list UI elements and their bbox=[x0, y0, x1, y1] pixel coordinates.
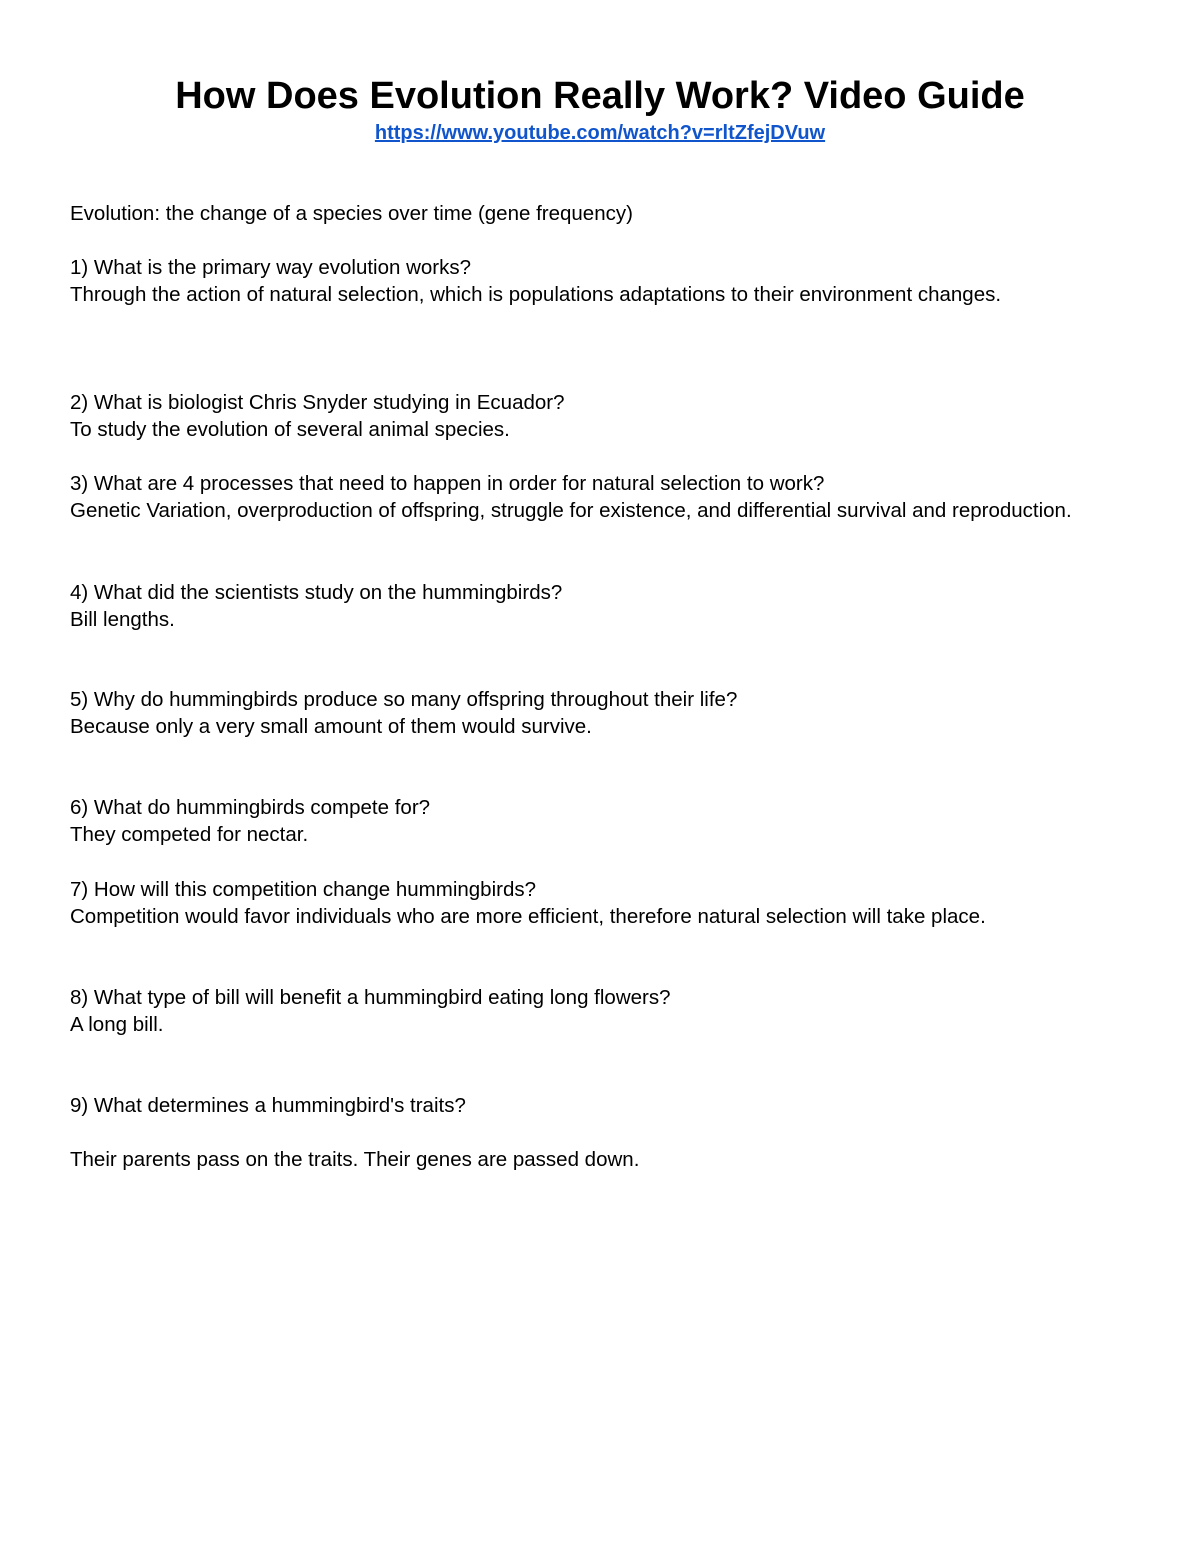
question-5: 5) Why do hummingbirds produce so many offspring throughout their life? bbox=[70, 688, 738, 711]
question-2: 2) What is biologist Chris Snyder studying in Ecuador? bbox=[70, 391, 565, 414]
question-9: 9) What determines a hummingbird's traits? bbox=[70, 1094, 466, 1117]
answer-4: Bill lengths. bbox=[70, 608, 175, 631]
answer-1: Through the action of natural selection, which is populations adaptations to their environment changes. bbox=[70, 283, 1002, 306]
question-7: 7) How will this competition change hummingbirds? bbox=[70, 878, 537, 901]
question-4: 4) What did the scientists study on the hummingbirds? bbox=[70, 581, 563, 604]
answer-5: Because only a very small amount of them would survive. bbox=[70, 715, 592, 738]
video-link-line bbox=[0, 120, 1200, 146]
question-1: 1) What is the primary way evolution works? bbox=[70, 256, 472, 279]
answer-6: They competed for nectar. bbox=[70, 823, 309, 846]
answer-8: A long bill. bbox=[70, 1013, 164, 1036]
answer-9: Their parents pass on the traits. Their genes are passed down. bbox=[70, 1148, 640, 1171]
answer-2: To study the evolution of several animal species. bbox=[70, 418, 510, 441]
document-title: How Does Evolution Really Work? Video Guide bbox=[175, 75, 1025, 117]
question-8: 8) What type of bill will benefit a hummingbird eating long flowers? bbox=[70, 986, 671, 1009]
question-6: 6) What do hummingbirds compete for? bbox=[70, 796, 431, 819]
evolution-definition: Evolution: the change of a species over time (gene frequency) bbox=[70, 202, 633, 225]
video-link[interactable]: https://www.youtube.com/watch?v=rltZfejDVuw bbox=[374, 122, 826, 144]
answer-7: Competition would favor individuals who are more efficient, therefore natural selection will take place. bbox=[70, 905, 986, 928]
question-3: 3) What are 4 processes that need to happen in order for natural selection to work? bbox=[70, 472, 825, 495]
answer-3: Genetic Variation, overproduction of offspring, struggle for existence, and differential survival and reproduction. bbox=[70, 499, 1072, 522]
